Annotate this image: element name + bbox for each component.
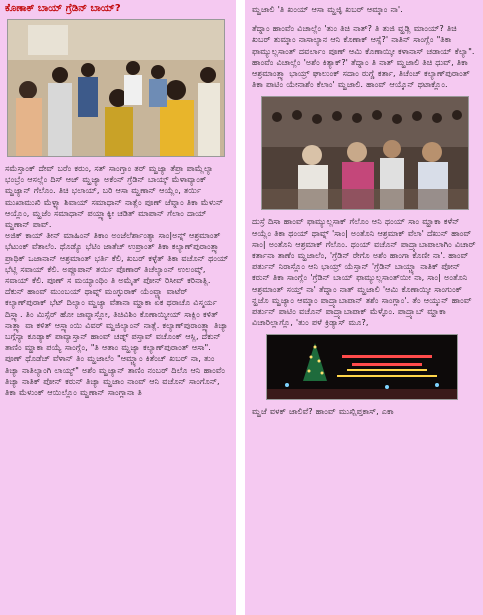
right-paragraph-1: ಮ್ಹಜಾಲಿ 'ತಿ ಖಂಯ್ ಆಸಾ ಮ್ಹಜ್ಳಿ ಖಬರ್ ಆಮ್ಕಾಂ ನಾ'.	[252, 4, 403, 14]
right-paragraph-4: ಮ್ಹಜೆ ವಳಕ್ ಜಾಲಿವೆ? ಹಾಂವ್ ಮುಖ್ಷಿಪ್ತಕಾಸ್, ಎಕಾ	[252, 406, 394, 417]
festive-lights-photo	[266, 334, 458, 400]
right-paragraph-2: ತೆದ್ನಾಂ ಹಾಂವೆಂ ವಿಚಾಲ್ಲೆಂ 'ತುಂ ತಿಚಿ ನಾತ್? ತಿ ತುಜಿ ವ್ಹಡ್ಲಿ ಮಾಂಯ್? ತಿಚಿ ಖಬರ್ ತುಮ್ಕಾಂ ನಾಸಾಲ್ಯಾನ ಆನಿ ಕೊಣಾಕ್ ಆಸ್ಸೆ?' ನಾತಿನ್ ಸಾಂಗ್ಲೆಂ "ತಿಕಾ ಫಾಮ್ಯುಲ್ಲಸಾಂತ್ ದವರ್ಲಾಂ ಪೂಣ್ ಆಮಿ ಕೊಣಾಯ್ಕೀ ಕಳಾನಾಸ್ ಚಡಾಯ್ ಕೆಲ್ಯಾ". ಹಾಂವೆಂ ವಿಚಾಲ್ಲೆಂ 'ಅಶೆಂ ಕಿತ್ಯಾಕ್?' ತೆದ್ನಾಂ ತಿ ನಾತ್ ಮ್ಹಜಾಲಿ ತಿಚಿ ಧುವ್, ತಿಕಾ ಆಶ್ರಮಾಂತ್ಲ್ಯಾ ಭಾಯ್ರ್ ಘಾಲುಂಕ್ ಸದಾಂ ರುಗ್ಣೆ ಕರ್ತಾ, ತಿಚೆಂಚ್ ಕಲ್ಯಾಣ್‌ಪುರಾಂತ್ ತಿಕಾ ಪಾಟಿಂ ಯೇನಾಶೆಂ ಕೆಲಾಂ' ಮ್ಹಜಾಲಿ. ಹಾಂವ್ ಆಯ್ಕೊನ್ ಥಟಾಕ್ಲೊಂ.	[252, 23, 475, 90]
article-column-left	[0, 0, 236, 615]
left-paragraph-1: ಸಮೆಸ್ತಾಂಕ್ ದೇವ್ ಬರೆಂ ಕರುಂ, ಸತ್ ಸಾಂಗ್ತಾಂ ತರ್ ಮ್ಹಜ್ಯಾ ತೆಪ್ರಾ ಪಾಮ್ಲೆಲ್ಯಾ ಭಂಬ್ರೆಂ ಆಸಲ್ಲೆಂ ದಿಸ್ ಆಜ್ ಮ್ಹಜ್ಯಾ ಅಕೆಂನ್ ಗ್ರೆಡಿನ್ ಬಾಯ್ಕ್ ಮೆಳಾವ್ಯಾಂಕ್ ಮ್ಹಜ್ಯಾನ್ ಗೆಲೊಂ. ತಿಚಿ ಭಲಾಯ್, ಬರಿ ಆಸಾ ಮ್ಹಣಾನ್ ಆಯ್ಲೆಂ, ತರ್ಯಿ ಮುಖಾಮುಖಿ ಮೆಳ್ಳ್ಯಾ ಶಿವಾಯ್ ಸಮಾಧಾನ್ ನಾತ್ಲೆಂ ಪೂಣ್ ಜೆವ್ನಾಂ ತಿಕಾ ಮೆಳುನ್ ಆಯ್ಲೊಂ, ಮ್ಹಜೆಂ ಸಮಾಧಾನ್ ಪಯ್ಲ್ಯಾಕ್ಯೀ ಚಡಿತ್ ಮಾಪಾನ್ ಗೆಲಾಂ ದಾಯ್ ಮ್ಹಣಾನ್ ಪಾವ್.	[5, 163, 224, 230]
group-photo-audience	[261, 96, 469, 210]
photo-2-drawing	[262, 97, 468, 209]
article-column-right	[245, 0, 483, 615]
left-paragraph-2: ಅಜಿಕ್ ಕಾಯ್ ತೀನ್ ಮಾಹಿಂನ್ ತಿಕಾಂ ಅಂಜೆಲೆರ್ಶಾಂತ್ಯಾ ಸಾಂ|ಅನ್ನ್ ಆಶ್ರಮಾಂತ್ ಭೆಟುಂಕ್ ವೆತಾಲೆಂ. ಥೊಡ್ಯೊ ಭೆಟಿಂ ಜಾತೆಚ್ ಉಪ್ರಾಂತ್ ತಿಕಾ ಕಲ್ಯಾಣ್‌ಪುರಾಂತ್ಲ್ಯಾ ಪ್ರಾಥಿಕ್ ಒಜಾನಾನ್ ಆಶ್ರಮಾಂತ್ ಭರ್ತಿ ಕೆಲಿ, ಖಬರ್ ಕಳ್ಳೆತ್ ತಿಕಾ ವಚೊನ್ ಥಂಯ್ ಭೆಟ್ಲಿ ಸವಾಯ್ ಕೆಲಿ. ಅಪ್ಲೂಪಾನ್ ತರ್ಯಿ ಪೊಣಾರ್ ತಿಚೆಲ್ಯಾಂನ್ ಉಲಂವ್ಕ್, ಸವಾಯ್ ಕೆಲಿ. ಪೂಣ್ ಸ ಮಯ್ಯಾಂಥಿಂ ತಿ ಅಮೈತ್ ಪೋನ್ ರಿಸೀವ್ ಕರಿನಾತ್ಲಿ. ದೆಕುನ್ ಹಾಂವ್ ಮುಂಬಯ್ ಥಾವ್ನ್ ಮಂಗ್ಳುರಾಕ್ ಯೆಂವ್ಚ್ಯಾ ವಾಟೆರ್ ಕಲ್ಯಾಣ್‌ಪುರಾಕ್ ಭೆಟ್ ದಿಲ್ಯಾಂ ಮ್ಹಜ್ಯಾ ವೆತಾನಾ ಮ್ಹಾಕಾ ಏಕ ಥರಾಚೊ ವಿಸ್ಮರ್ಯ ದಿಸ್ಲ್ಯಾ. ತಿಂ ಮಿಸ್ಸೆರ್ ಹೋ ಜಾವ್ನಾಸ್ಲೋ, ತಿಚಿವಿಶಿಂ ಕೊಣಾಯ್ಯೀಯ್ ಸಾಕ್ಲಿಂ ಕಳಿತ್ ನಾತ್ಲ್ಯಾ ವಾ ಕಳಿತ್ ಆಸ್ಲ್ಯಾಂಯಿ ವಿವರ್ ಮ್ಹಜಿಲ್ಯಾಂನ್ ನಾತ್ಲೆ. ಕಲ್ಯಾಣ್‌ಪುರಾಂತ್ಲ್ಯಾ ತಿಚ್ಯಾ ಬಗ್ಗೆನ್ಯಾ ಕೂಡ್ಯಾಕ್ ಪಾವ್ಯಾಸ್ತಾನ್ ಹಾಂವ್ ಚಡ್ನ್ ಪಸ್ತಾವ್ ವಚೊಂಕ್ ಆಸ್ಲಿ, ದೆಕುನ್ ತಾಣಿಂ ಮ್ಹಾಕಾ ಪಯ್ಯೆ ಸಾಂಗ್ಲೆಂ, "ತಿ ಆತಾಂ ಮ್ಹಜ್ಯಾ ಕಲ್ಯಾಣ್‌ಪುರಾಂತ್ ಆಸಾ". ಪೂಣ್ ಥೊಡೆಚ್ ವೆಳಾನ್ ತಿಂ ಮ್ಹಜಾಲೆಂ "ಆಮ್ಚ್ಯಾಂ ಕಿತೆಂಚ್ ಖಬರ್ ನಾ, ತುಂ ತಿಚ್ಯಾ ನಾತಿಲ್ಯಾಂಗಿ ಲಾಯ್ಯ್" ಅಶೆಂ ಮ್ಹಜ್ಯಾನ್ ತಾಣಿಂ ನಂಬರ್ ದಿಲೊ ಆನಿ ಹಾಂವೆಂ ತಿಚ್ಯಾ ನಾತಿಕ್ ಪೋನ್ ಕರುನ್ ತಿಚ್ಯಾ ಮ್ಹಜಾಂ ನಾಂವ್ ಆನಿ ವಚೊನ್ ಸಾಂಗೊನ್, ತಿಕಾ ಮೆಳುಂಕ್ ಆಯಿಲ್ಲೊಂ ಮ್ಹಣಾನ್ ಸಾಂಗ್ಲಾನಾ ತಿ	[5, 230, 229, 398]
photo-3-drawing	[267, 335, 457, 399]
group-photo-standing	[7, 19, 225, 157]
photo-1-drawing	[8, 20, 224, 156]
paragraph-gap	[252, 15, 477, 23]
article-title: ಕೊಣಾಕ್ ಬಾಯ್ ಗ್ರೆಡಿನ್ ಬಾಯ್?	[5, 3, 121, 14]
right-paragraph-3: ದುಸ್ರೆ ದಿಸಾ ಹಾಂವ್ ಫಾಮ್ಯುಲ್ಲಸಾಕ್ ಗೆಲೊಂ ಆನಿ ಥಂಯ್ ಸಾಂ ಮ್ಹಾಕಾ ಕಳೆನ್ ಆಯ್ಲೆಂ ತಿಕಾ ಥಂಯ್ ಥಾವ್ನ್ 'ಸಾಂ| ಅಂತೊನಿ ಆಶ್ರಮಾಕ್ ವೆಲಾ' ದೆಖುನ್ ಹಾಂವ್ ಸಾಂ| ಅಂತೊನಿ ಆಶ್ರಮಾಕ್ ಗೆಲೊಂ. ಥಂಯ್ ವಚೊನ್ ಪಾದ್ರ್ಯಾಬಾಪಾಲಾಗಿಂ ವಿಚಾರ್ ಕರ್ತಾನಾ ತಾಣೆಂ ಮ್ಹಜಾಲೆಂ, 'ಗ್ರೆಡಿನ್ ರೇಗೊ ಅಶೆಂ ಹಾಂಗಾ ಕೊಣೀ ನಾ'. ಹಾಂವ್ ಪರ್ತುನ್ ನಿರಾಸ್ಲೊಂ ಆನಿ ಭಾಯ್ರ್ ಯೆಸ್ತಾನ್ 'ಗ್ರೆಡಿನ್ ಬಾಯ್ಚ್ಯಾ ನಾತಿಕ್ ಪೋನ್ ಕರುನ್ ತಿಕಾ ಸಾಂಗ್ಲೆಂ 'ಗ್ರೆಡಿನ್ ಬಾಯ್ ಫಾಮ್ಯುಲ್ಲಸಾಂತ್‌ಯೀ ನಾ, ಸಾಂ| ಅಂತೊನಿ ಆಶ್ರಮಾಂತ್ ಸಯ್ತ್ ನಾ' ತೆದ್ನಾಂ ನಾತ್ ಮ್ಹಜಾಲಿ 'ಆಮಿ ಕೊಣಾಯ್ಕೀ ಸಾಂಗುಂಕ್ ನ್ಹಜೊ ಮ್ಹಜ್ಯಾಂ ಆಮ್ಕಾಂ ಪಾದ್ರ್ಯಾಬಾಪಾನ್ ತಶೆಂ ಸಾಂಗ್ಲಾಂ'. ತೆಂ ಆಯ್ಕುನ್ ಹಾಂವ್ ಪರ್ತುನ್ ಪಾಟಿಂ ವಚೊನ್ ಪಾದ್ರ್ಯಾಬಾಪಾಕ್ ಮೆಳ್ಳೊಂ. ಪಾದ್ರ್ಯಾಬ್ ಮ್ಹಾಕಾ ವಿಚಾರಿಲ್ಲಾಗ್ಲೊ, 'ತುಂ ಪಳೆ ಕ್ರಿಡ್ಯಾಸ್ ಮೂ?,	[252, 216, 476, 328]
